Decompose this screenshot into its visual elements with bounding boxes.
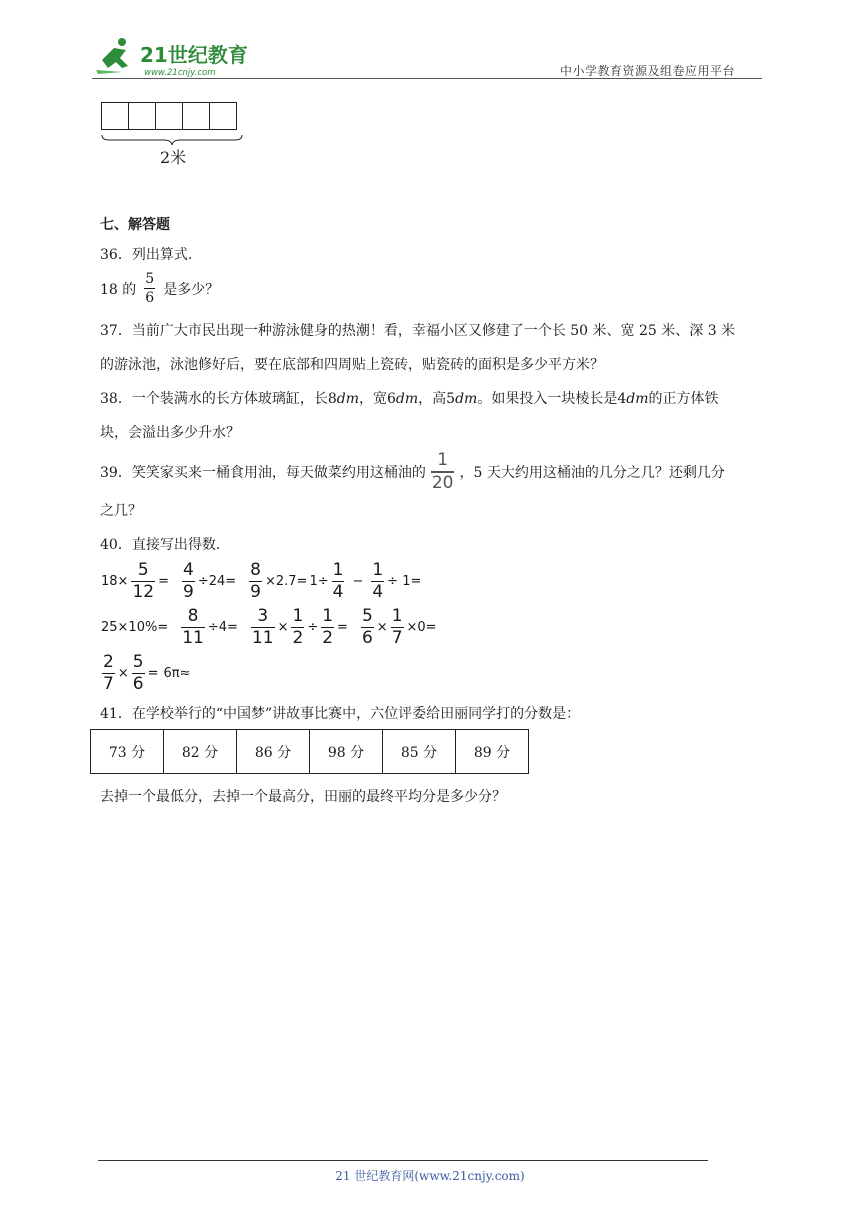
score-cell: 85 分 [383,730,456,774]
box-cell [209,103,236,129]
box-cell [155,103,182,129]
question-40-title: 40．直接写出得数. [100,537,221,553]
question-40-row1: 18× $\frac{5}{12}$ = $\frac{4}{9}$ ÷24= $\frac{8}{9}$ ×2.7= 1÷ $\frac{1}{4}$ − $\frac{1}{4}$ ÷ 1= [101,560,422,602]
q36-post: 是多少？ [163,281,220,298]
section-title: 七、解答题 [100,217,170,233]
table-row [91,730,529,774]
question-41-line2: 去掉一个最低分，去掉一个最高分，田丽的最终平均分是多少分？ [100,789,506,805]
svg-text:21世纪教育: 21世纪教育 [140,43,248,67]
score-cell: 98 分 [310,730,383,774]
q36-pre: 18 的 [100,281,137,298]
question-38-line1: 38．一个装满水的长方体玻璃缸，长8dm，宽6dm，高5dm。如果投入一块棱长是4dm的正方体铁 [100,391,719,407]
box-cell [182,103,209,129]
fraction: $\frac{1}{20}$ [431,450,454,493]
question-40-row3: $\frac{2}{7}$ × $\frac{5}{6}$ = 6π≈ [103,652,191,694]
box-cell [128,103,155,129]
score-cell: 82 分 [164,730,237,774]
fraction: $\frac{5}{6}$ [145,271,155,306]
question-39-line1: 39．笑笑家买来一桶食用油，每天做菜约用这桶油的 $\frac{1}{20}$ ，5 天大约用这桶油的几分之几？还剩几分 [100,450,725,493]
svg-text:www.21cnjy.com: www.21cnjy.com [144,68,216,78]
question-36-body [100,272,219,305]
question-37-line2: 的游泳池，泳池修好后，要在底部和四周贴上瓷砖，贴瓷砖的面积是多少平方米？ [100,357,604,373]
question-36-title: 36．列出算式. [100,247,193,263]
question-37-line1: 37．当前广大市民出现一种游泳健身的热潮！看，幸福小区又修建了一个长 50 米、宽 25 米、深 3 米 [100,323,736,339]
question-40-row2: 25×10%= $\frac{8}{11}$ ÷4= $\frac{3}{11}$ × $\frac{1}{2}$ ÷ $\frac{1}{2}$ = $\frac{5}{6}$ × $\frac{1}{7}$ ×0= [101,606,437,648]
question-39-line2: 之几？ [100,503,142,519]
question-41-line1: 41．在学校举行的“中国梦”讲故事比赛中，六位评委给田丽同学打的分数是： [100,706,581,722]
site-logo [92,34,257,78]
score-cell: 86 分 [237,730,310,774]
score-cell: 89 分 [456,730,529,774]
footer-divider [98,1160,708,1161]
platform-name: 中小学教育资源及组卷应用平台 [560,64,736,78]
score-cell: 73 分 [91,730,164,774]
header-divider [92,78,762,79]
brace-label: 2米 [160,148,187,167]
box-strip [101,102,237,130]
box-cell [102,103,128,129]
footer-text: 21 世纪教育网(www.21cnjy.com) [335,1169,525,1183]
question-38-line2: 块，会溢出多少升水？ [100,425,240,441]
scores-table [90,729,529,774]
